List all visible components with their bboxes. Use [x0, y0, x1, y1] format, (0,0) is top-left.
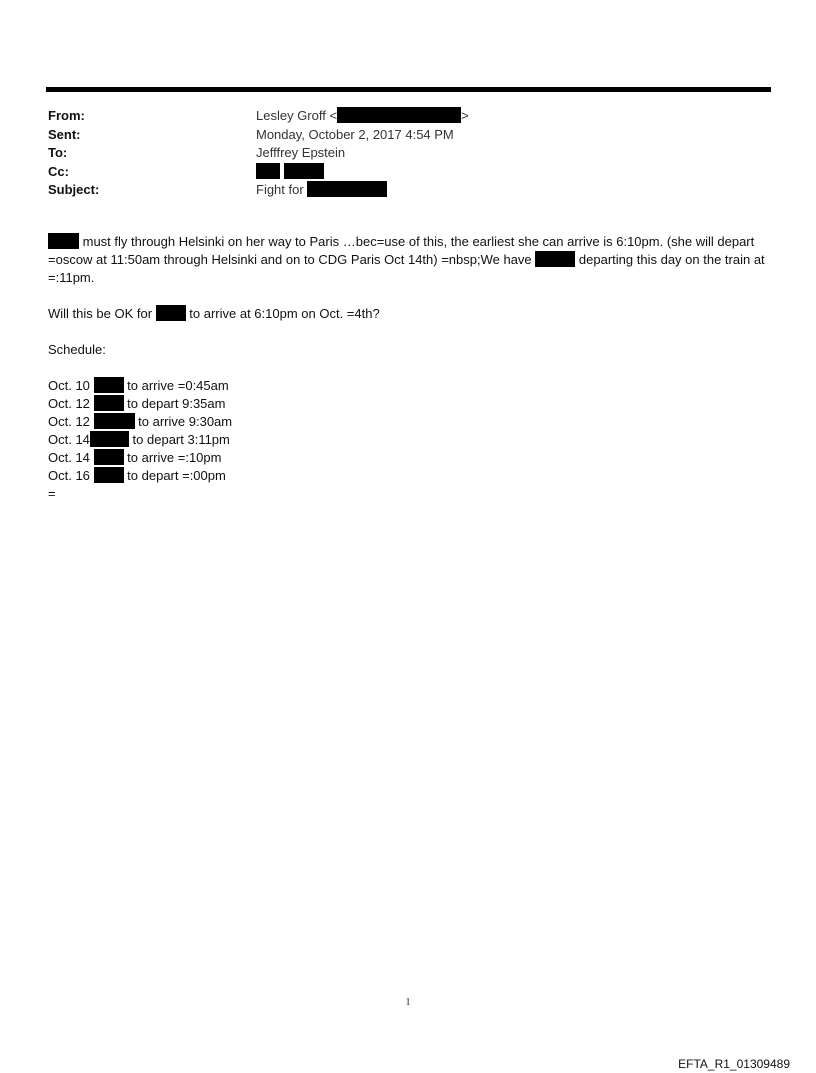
schedule-date: Oct. 16 [48, 468, 90, 483]
schedule-text: to depart 9:35am [127, 396, 226, 411]
cc-label: Cc: [48, 163, 69, 179]
trailing-text: = [48, 486, 56, 501]
schedule-date: Oct. 14 [48, 450, 90, 465]
redaction-box [284, 163, 324, 179]
sent-value: Monday, October 2, 2017 4:54 PM [256, 126, 454, 142]
redaction-box [337, 107, 461, 123]
email-body [48, 233, 768, 503]
body-text: to arrive at 6:10pm on Oct. =4th? [189, 306, 380, 321]
schedule-text: to arrive =0:45am [127, 378, 229, 393]
body-text: departing this day on the train at =:11pm. [48, 252, 765, 285]
schedule-date: Oct. 14 [48, 432, 90, 447]
body-paragraph [48, 305, 768, 323]
redaction-box [156, 305, 186, 321]
redaction-box [94, 467, 124, 483]
redaction-box [256, 163, 280, 179]
redaction-box [94, 449, 124, 465]
redaction-box [94, 377, 124, 393]
schedule-line [48, 377, 768, 395]
body-text: must fly through Helsinki on her way to Paris …bec=use of this, the earliest she can arrive is 6:10pm. (she will depart =oscow at 11:50am through Helsinki and on to CDG Paris Oct 14th) =nbsp;We have [48, 234, 755, 267]
schedule-date: Oct. 12 [48, 396, 90, 411]
sent-row [48, 126, 748, 145]
from-value [256, 107, 469, 126]
sent-label: Sent: [48, 126, 81, 142]
to-row [48, 144, 748, 163]
cc-value [256, 163, 324, 182]
body-text: Will this be OK for [48, 306, 153, 321]
from-row [48, 107, 748, 126]
to-label: To: [48, 145, 68, 160]
email-header [48, 107, 748, 200]
subject-value [256, 181, 387, 200]
schedule-text: to depart =:00pm [127, 468, 226, 483]
schedule-text: to arrive =:10pm [127, 450, 222, 465]
subject-text: Fight for [256, 182, 304, 197]
redaction-box [94, 413, 135, 429]
redaction-box [90, 431, 129, 447]
schedule-date: Oct. 10 [48, 378, 90, 393]
schedule-line [48, 449, 768, 467]
document-id: EFTA_R1_01309489 [678, 1057, 790, 1071]
schedule-text: to arrive 9:30am [138, 414, 233, 429]
redaction-box [307, 181, 387, 197]
subject-row [48, 181, 748, 200]
header-rule [46, 87, 771, 92]
from-label: From: [48, 108, 85, 123]
from-close: > [461, 108, 469, 123]
schedule-text: to depart 3:11pm [132, 432, 230, 447]
page-number: 1 [405, 997, 411, 1008]
subject-label: Subject: [48, 182, 100, 197]
body-paragraph [48, 233, 768, 287]
to-value: Jefffrey Epstein [256, 145, 346, 160]
schedule-line [48, 395, 768, 413]
schedule-date: Oct. 12 [48, 414, 90, 429]
schedule-line [48, 431, 768, 449]
redaction-box [94, 395, 124, 411]
schedule-line [48, 467, 768, 485]
redaction-box [48, 233, 79, 249]
schedule-line [48, 413, 768, 431]
schedule-heading: Schedule: [48, 342, 106, 357]
cc-row [48, 163, 748, 182]
from-name: Lesley Groff < [256, 108, 338, 123]
redaction-box [535, 251, 575, 267]
